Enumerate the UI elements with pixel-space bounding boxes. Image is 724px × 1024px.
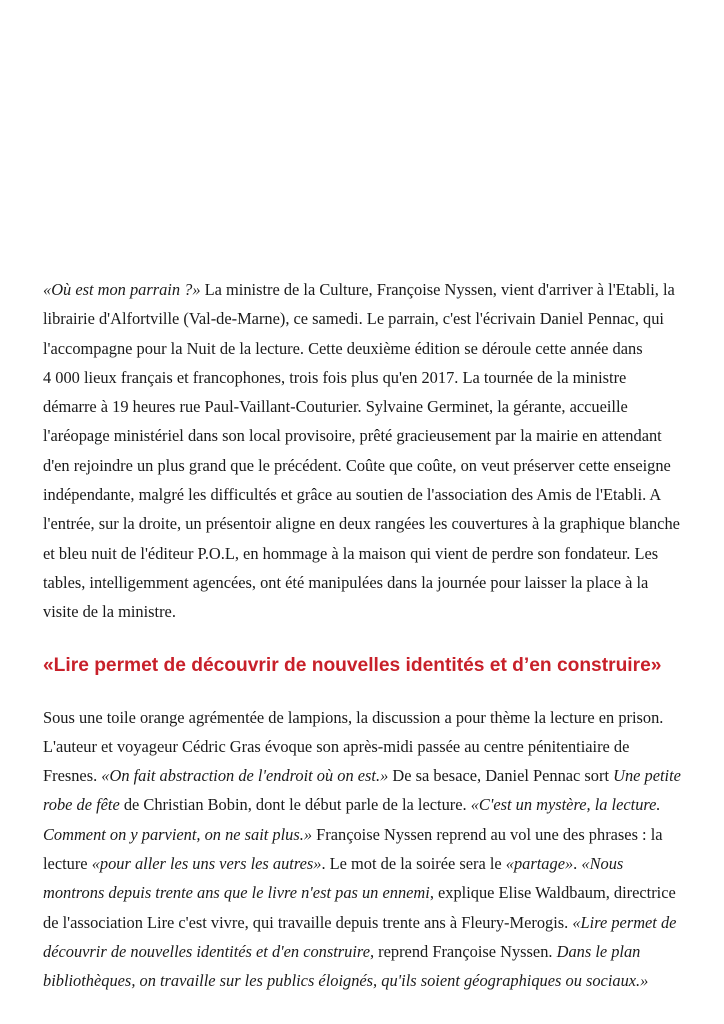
italic-quote: «pour aller les uns vers les autres» [91,854,322,874]
text-run: Fresnes. [43,766,102,786]
italic-quote: «Nous [581,854,624,874]
text-run: lecture [43,854,92,874]
text-line [43,937,687,966]
italic-quote: découvrir de nouvelles identités et d'en construire, [43,941,375,961]
text-line [43,597,687,626]
text-run: . Le mot de la soirée sera le [321,854,506,874]
text-line [43,304,687,333]
italic-quote: «Où est mon parrain ?» [43,280,201,299]
text-line [43,732,687,761]
text-line [43,275,687,304]
paragraph-intro [43,275,687,627]
text-line [43,451,687,480]
text-line [43,568,687,597]
text-run: De sa besace, Daniel Pennac sort [388,766,614,786]
italic-quote: robe de fête [43,795,120,815]
text-run: l'accompagne pour la Nuit de la lecture. Cette deuxième édition se déroule cette année dans [43,338,643,358]
italic-quote: montrons depuis trente ans que le livre n'est pas un ennemi [43,883,430,903]
italic-quote: Une petite [613,766,681,786]
text-run: de Christian Bobin, dont le début parle de la lecture. [119,795,471,815]
text-line [43,334,687,363]
text-run: librairie d'Alfortville (Val-de-Marne), ce samedi. Le parrain, c'est l'écrivain Daniel Pennac, qui [43,309,664,329]
text-line [43,790,687,819]
text-run: , explique Elise Waldbaum, directrice [429,883,676,903]
section-subheading: «Lire permet de découvrir de nouvelles identités et d’en construire» [43,654,662,676]
text-line [43,966,687,995]
text-run: indépendante, malgré les difficultés et grâce au soutien de l'association des Amis de l'Etabli. A [43,485,662,505]
text-line [43,421,687,450]
italic-quote: «Lire permet de [572,912,677,932]
article-body [43,275,687,996]
text-run: reprend Françoise Nyssen. [374,941,557,961]
text-run: 4 000 lieux français et francophones, trois fois plus qu'en 2017. La tournée de la ministre [43,367,627,387]
italic-quote: «On fait abstraction de l'endroit où on est.» [101,766,389,786]
text-line [43,761,687,790]
text-run: démarre à 19 heures rue Paul-Vaillant-Couturier. Sylvaine Germinet, la gérante, accueille [43,397,628,417]
text-line [43,849,687,878]
italic-quote: «C'est un mystère, la lecture. [470,795,661,815]
text-run: Sous une toile orange agrémentée de lampions, la discussion a pour thème la lecture en prison. [43,707,664,727]
text-run: Françoise Nyssen reprend au vol une des phrases : la [312,824,663,844]
text-run: l'entrée, sur la droite, un présentoir aligne en deux rangées les couvertures à la graphique blanche [43,514,680,534]
text-run: L'auteur et voyageur Cédric Gras évoque son après-midi passée au centre pénitentiaire de [43,736,630,756]
text-run: d'en rejoindre un plus grand que le précédent. Coûte que coûte, on veut préserver cette enseigne [43,455,671,475]
text-run: . [573,854,582,874]
italic-quote: Comment on y parvient, on ne sait plus.» [43,824,313,844]
text-line [43,878,687,907]
text-line [43,392,687,421]
italic-quote: «partage» [505,854,574,874]
text-run: tables, intelligemment agencées, ont été manipulées dans la journée pour laisser la place à la [43,572,649,592]
text-run: l'aréopage ministériel dans son local provisoire, prêté gracieusement par la mairie en attendant [43,426,662,446]
text-run: et bleu nuit de l'éditeur P.O.L, en hommage à la maison qui vient de perdre son fondateur. Les [43,543,659,563]
text-run: La ministre de la Culture, Françoise Nyssen, vient d'arriver à l'Etabli, la [200,280,675,299]
text-line [43,509,687,538]
paragraph-prison-reading [43,703,687,996]
italic-quote: bibliothèques, on travaille sur les publics éloignés, qu'ils soient géographiques ou sociaux.» [43,971,649,991]
italic-quote: Dans le plan [556,941,641,961]
text-line [43,363,687,392]
text-line [43,480,687,509]
text-line [43,703,687,732]
text-run: de l'association Lire c'est vivre, qui travaille depuis trente ans à Fleury-Merogis. [43,912,573,932]
text-line [43,908,687,937]
text-run: visite de la ministre. [43,602,176,622]
text-line [43,539,687,568]
text-line [43,820,687,849]
